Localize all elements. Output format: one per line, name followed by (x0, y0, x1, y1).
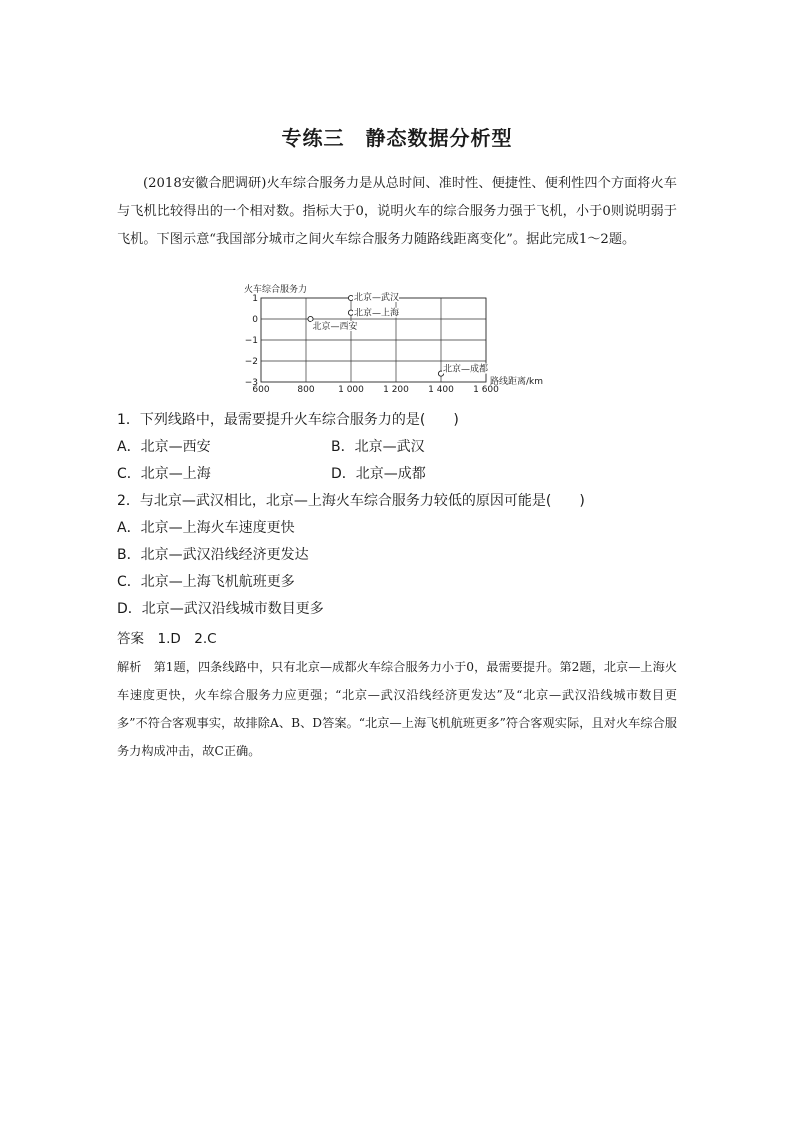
x-tick-label: 1 600 (473, 385, 499, 395)
question-2-option-c: C．北京—上海飞机航班更多 (117, 574, 295, 590)
question-1-stem: 1．下列线路中，最需要提升火车综合服务力的是( ) (117, 412, 459, 428)
question-2-stem: 2．与北京—武汉相比，北京—上海火车综合服务力较低的原因可能是( ) (117, 493, 585, 509)
y-tick-label: 0 (252, 315, 258, 325)
question-1-option-c: C．北京—上海 (117, 466, 211, 482)
question-2-option-a: A．北京—上海火车速度更快 (117, 520, 295, 536)
data-point (348, 295, 353, 300)
point-label: 北京—西安 (312, 322, 358, 332)
intro-paragraph: (2018安徽合肥调研)火车综合服务力是从总时间、准时性、便捷性、便利性四个方面将火车与飞机比较得出的一个相对数。指标大于0，说明火车的综合服务力强于飞机，小于0则说明弱于飞机。下图示意“我国部分城市之间火车综合服务力随路线距离变化”。据此完成1～2题。 (117, 176, 677, 247)
point-label: 北京—武汉 (354, 293, 400, 303)
y-axis-label: 火车综合服务力 (244, 285, 308, 295)
question-2-option-b: B．北京—武汉沿线经济更发达 (117, 547, 309, 563)
answer-line: 答案 1.D 2.C (117, 631, 217, 647)
data-point (348, 310, 353, 315)
y-tick-label: −3 (244, 378, 258, 388)
x-tick-label: 1 400 (428, 385, 454, 395)
question-1-option-d: D．北京—成都 (331, 466, 426, 482)
x-axis-label: 路线距离/km (490, 377, 544, 387)
y-tick-label: 1 (252, 294, 258, 304)
x-tick-label: 800 (297, 385, 315, 395)
analysis-paragraph: 解析 第1题，四条线路中，只有北京—成都火车综合服务力小于0，最需要提升。第2题，北京—上海火车速度更快，火车综合服务力应更强；“北京—武汉沿线经济更发达”及“北京—武汉沿线城市数目更多”不符合客观事实，故排除A、B、D答案。“北京—上海飞机航班更多”符合客观实际，且对火车综合服务力构成冲击，故C正确。 (117, 660, 677, 758)
service-force-chart (240, 281, 560, 397)
y-tick-label: −1 (244, 336, 258, 346)
x-tick-label: 1 000 (338, 385, 364, 395)
question-1-option-a: A．北京—西安 (117, 439, 211, 455)
x-tick-label: 600 (252, 385, 270, 395)
data-point (308, 316, 313, 321)
x-tick-label: 1 200 (383, 385, 409, 395)
point-label: 北京—上海 (354, 308, 400, 319)
point-label: 北京—成都 (443, 364, 489, 375)
page-title: 专练三 静态数据分析型 (281, 126, 513, 150)
question-2-option-d: D．北京—武汉沿线城市数目更多 (117, 601, 324, 617)
question-1-option-b: B．北京—武汉 (331, 439, 425, 455)
y-tick-label: −2 (244, 357, 258, 367)
